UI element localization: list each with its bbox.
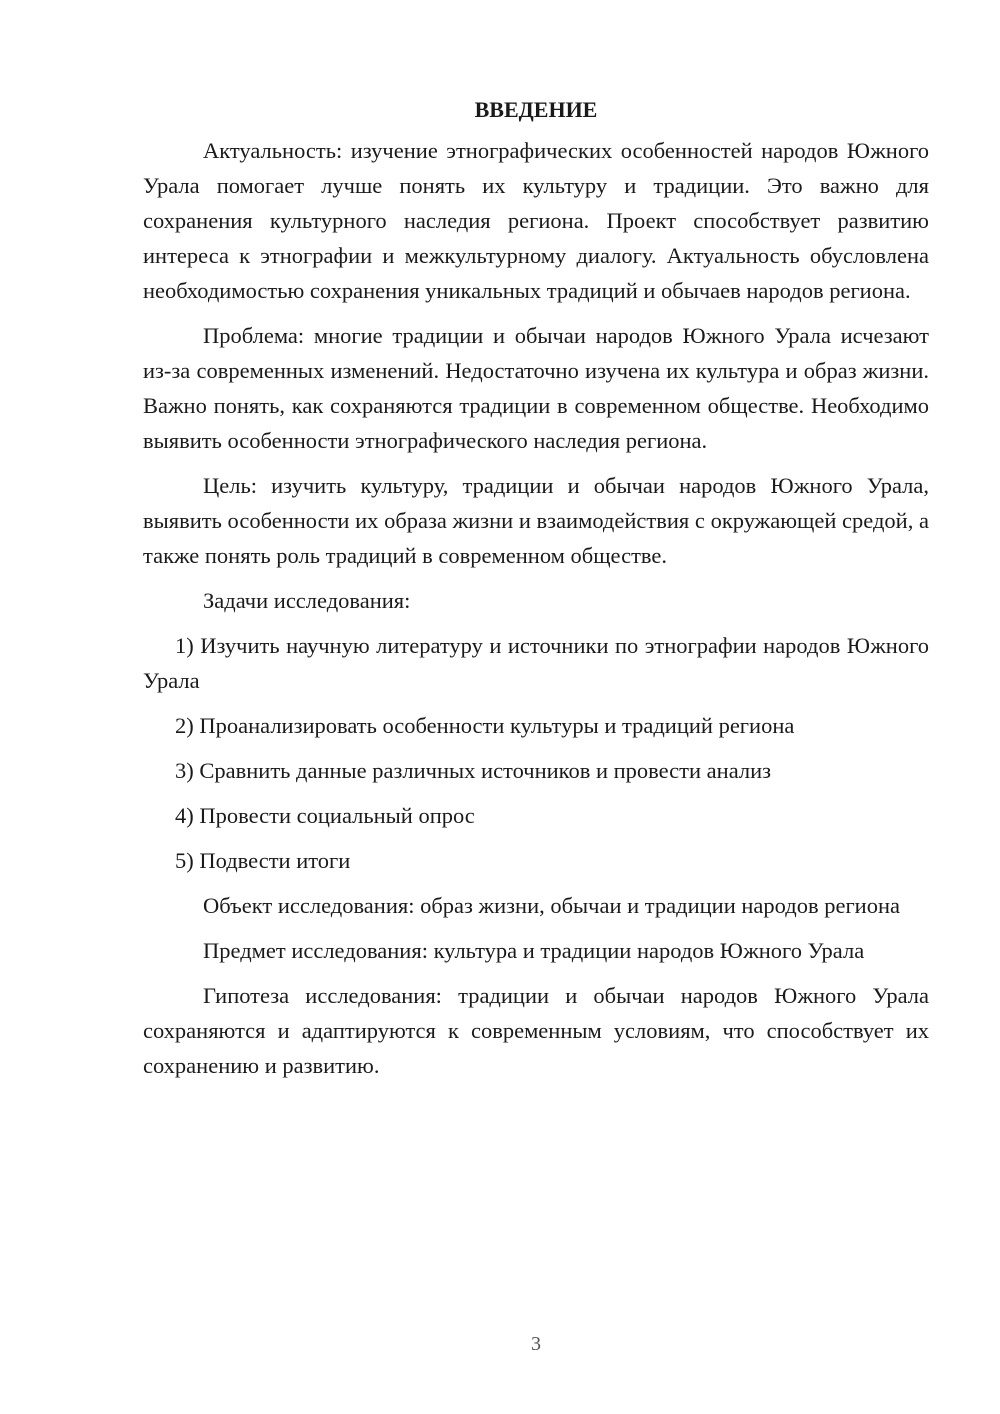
page-title: ВВЕДЕНИЕ bbox=[474, 97, 598, 122]
tasks-heading: Задачи исследования: bbox=[203, 588, 411, 613]
paragraph-goal: Цель: изучить культуру, традиции и обычаи народов Южного Урала, выявить особенности их образа жизни и взаимодействия с окружающей средой, а также понять роль традиций в современном обществе. bbox=[143, 473, 929, 568]
list-item: 4) Провести социальный опрос bbox=[175, 803, 475, 828]
tasks-list bbox=[143, 628, 929, 878]
paragraph-problem: Проблема: многие традиции и обычаи народов Южного Урала исчезают из-за современных изменений. Недостаточно изучена их культура и образ жизни. Важно понять, как сохраняются традиции в современном обществе. Необходимо выявить особенности этнографического наследия региона. bbox=[143, 323, 929, 453]
list-item: 5) Подвести итоги bbox=[175, 848, 351, 873]
paragraph-object: Объект исследования: образ жизни, обычаи и традиции народов региона bbox=[203, 893, 900, 918]
list-item: 2) Проанализировать особенности культуры и традиций региона bbox=[175, 713, 795, 738]
list-item: 3) Сравнить данные различных источников и провести анализ bbox=[175, 758, 772, 783]
page-number: 3 bbox=[531, 1333, 541, 1355]
paragraph-hypothesis: Гипотеза исследования: традиции и обычаи народов Южного Урала сохраняются и адаптируются к современным условиям, что способствует их сохранению и развитию. bbox=[143, 983, 929, 1078]
paragraph-relevance: Актуальность: изучение этнографических особенностей народов Южного Урала помогает лучше понять их культуру и традиции. Это важно для сохранения культурного наследия региона. Проект способствует развитию интереса к этнографии и межкультурному диалогу. Актуальность обусловлена необходимостью сохранения уникальных традиций и обычаев народов региона. bbox=[143, 138, 929, 303]
document-page bbox=[143, 95, 929, 1093]
paragraph-subject: Предмет исследования: культура и традиции народов Южного Урала bbox=[203, 938, 865, 963]
list-item: 1) Изучить научную литературу и источники по этнографии народов Южного Урала bbox=[143, 633, 929, 693]
